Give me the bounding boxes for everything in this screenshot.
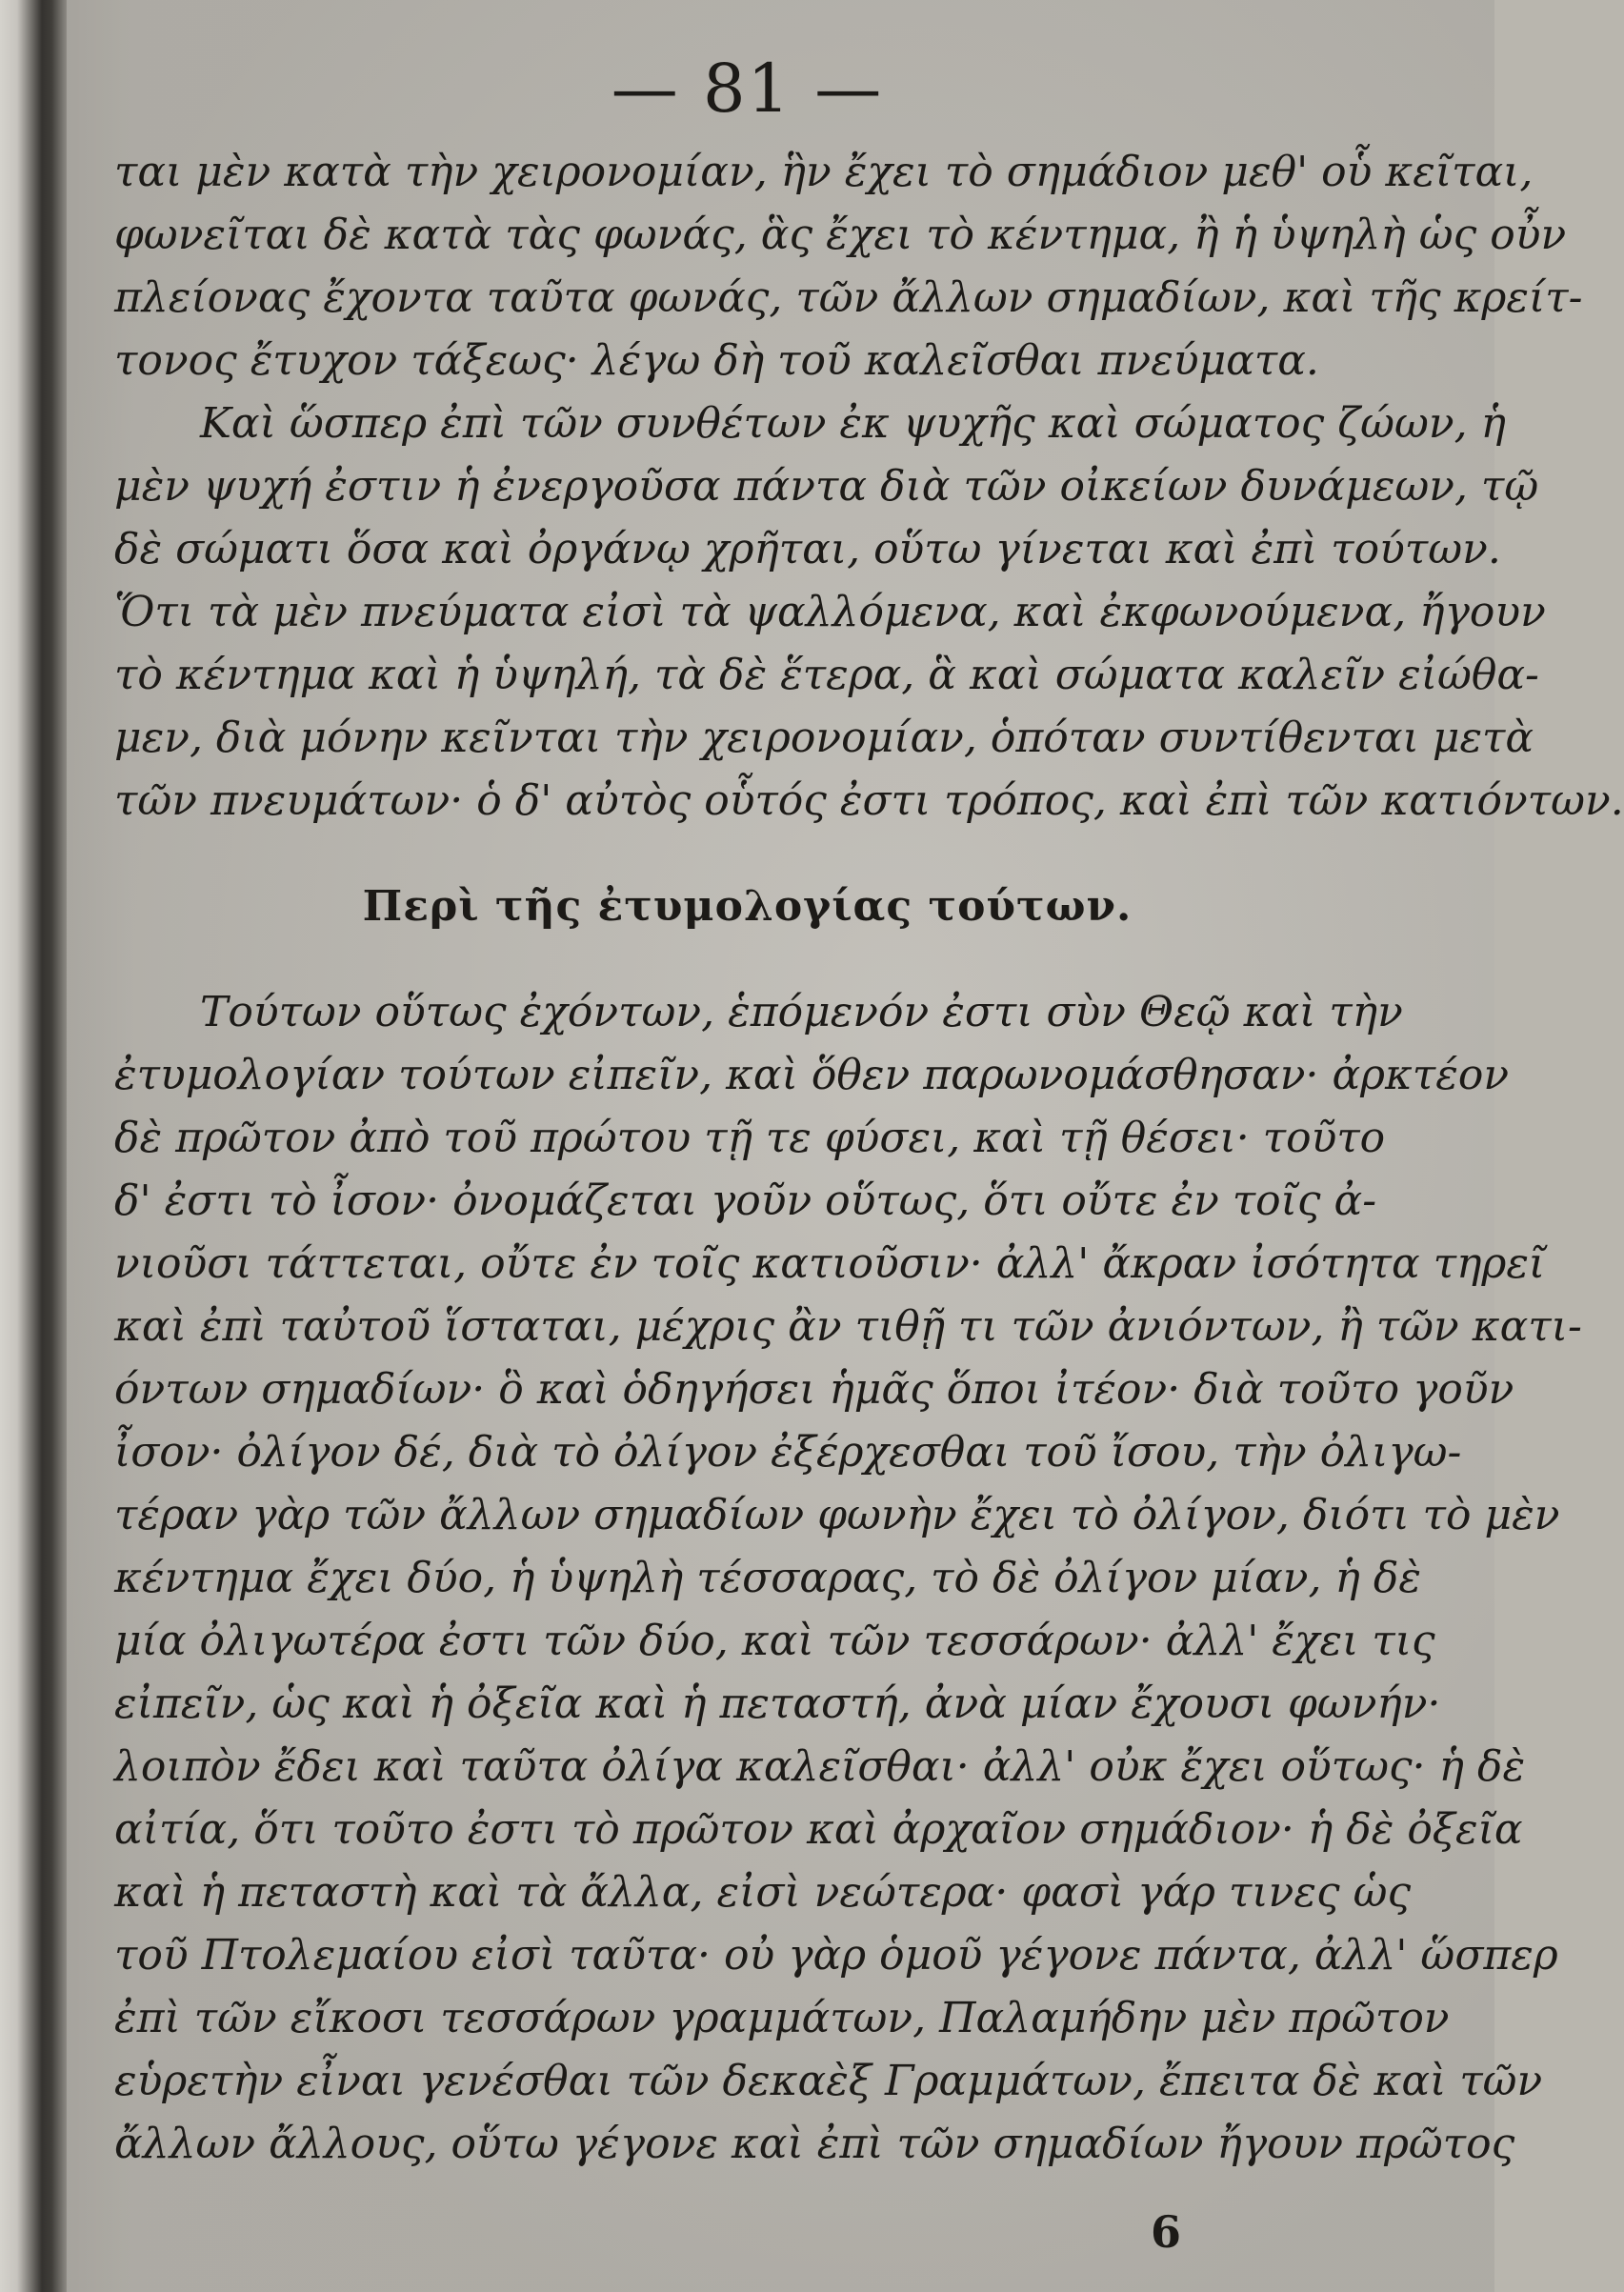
text-line: αἰτία, ὅτι τοῦτο ἐστι τὸ πρῶτον καὶ ἀρχαῖον σημάδιον· ἡ δὲ ὀξεῖα (114, 1805, 1523, 1854)
text-line: καὶ ἐπὶ ταὐτοῦ ἵσταται, μέχρις ἂν τιθῇ τι τῶν ἀνιόντων, ἢ τῶν κατι- (114, 1302, 1582, 1351)
text-line: δ' ἐστι τὸ ἶσον· ὀνομάζεται γοῦν οὕτως, ὅτι οὔτε ἐν τοῖς ἀ- (114, 1176, 1377, 1225)
text-line: φωνεῖται δὲ κατὰ τὰς φωνάς, ἃς ἔχει τὸ κέντημα, ἢ ἡ ὑψηλὴ ὡς οὖν (114, 211, 1567, 259)
text-line: εὑρετὴν εἶναι γενέσθαι τῶν δεκαὲξ Γραμμάτων, ἔπειτα δὲ καὶ τῶν (114, 2057, 1543, 2105)
text-line: κέντημα ἔχει δύο, ἡ ὑψηλὴ τέσσαρας, τὸ δὲ ὀλίγον μίαν, ἡ δὲ (114, 1554, 1421, 1602)
text-line: τοῦ Πτολεμαίου εἰσὶ ταῦτα· οὐ γὰρ ὁμοῦ γέγονε πάντα, ἀλλ' ὥσπερ (114, 1931, 1558, 1980)
text-line: ἶσον· ὀλίγον δέ, διὰ τὸ ὀλίγον ἐξέρχεσθαι τοῦ ἴσου, τὴν ὀλιγω- (114, 1428, 1462, 1477)
text-line: Τούτων οὕτως ἐχόντων, ἑπόμενόν ἐστι σὺν Θεῷ καὶ τὴν (200, 988, 1403, 1036)
text-line: μὲν ψυχή ἐστιν ἡ ἐνεργοῦσα πάντα διὰ τῶν οἰκείων δυνάμεων, τῷ (114, 462, 1539, 511)
paragraph-2 (114, 981, 1582, 2176)
text-line: ἐπὶ τῶν εἴκοσι τεσσάρων γραμμάτων, Παλαμήδην μὲν πρῶτον (114, 1994, 1450, 2042)
page-number: — 81 — (611, 50, 884, 128)
text-line: Καὶ ὥσπερ ἐπὶ τῶν συνθέτων ἐκ ψυχῆς καὶ σώματος ζώων, ἡ (200, 399, 1506, 448)
text-line: δὲ σώματι ὅσα καὶ ὀργάνῳ χρῆται, οὕτω γίνεται καὶ ἐπὶ τούτων. (114, 525, 1501, 573)
text-line: λοιπὸν ἔδει καὶ ταῦτα ὀλίγα καλεῖσθαι· ἀλλ' οὐκ ἔχει οὕτως· ἡ δὲ (114, 1742, 1526, 1791)
signature-mark: 6 (1151, 2206, 1182, 2258)
text-line: μία ὀλιγωτέρα ἐστι τῶν δύο, καὶ τῶν τεσσάρων· ἀλλ' ἔχει τις (114, 1617, 1435, 1665)
text-line: ἄλλων ἄλλους, οὕτω γέγονε καὶ ἐπὶ τῶν σημαδίων ἤγουν πρῶτος (114, 2120, 1515, 2168)
paragraph-1 (114, 141, 1624, 833)
text-line: δὲ πρῶτον ἀπὸ τοῦ πρώτου τῇ τε φύσει, καὶ τῇ θέσει· τοῦτο (114, 1114, 1386, 1162)
text-line: εἰπεῖν, ὡς καὶ ἡ ὀξεῖα καὶ ἡ πεταστή, ἀνὰ μίαν ἔχουσι φωνήν· (114, 1679, 1441, 1728)
book-gutter-shadow (0, 0, 67, 2292)
text-line: καὶ ἡ πεταστὴ καὶ τὰ ἄλλα, εἰσὶ νεώτερα· φασὶ γάρ τινες ὡς (114, 1868, 1412, 1917)
section-heading: Περὶ τῆς ἐτυμολογίας τούτων. (362, 882, 1133, 931)
text-line: πλείονας ἔχοντα ταῦτα φωνάς, τῶν ἄλλων σημαδίων, καὶ τῆς κρείτ- (114, 273, 1583, 322)
text-line: όντων σημαδίων· ὃ καὶ ὁδηγήσει ἡμᾶς ὅποι ἰτέον· διὰ τοῦτο γοῦν (114, 1365, 1514, 1414)
text-line: τὸ κέντημα καὶ ἡ ὑψηλή, τὰ δὲ ἕτερα, ἃ καὶ σώματα καλεῖν εἰώθα- (114, 651, 1539, 699)
text-line: τονος ἔτυχον τάξεως· λέγω δὴ τοῦ καλεῖσθαι πνεύματα. (114, 336, 1319, 385)
text-line: μεν, διὰ μόνην κεῖνται τὴν χειρονομίαν, ὁπόταν συντίθενται μετὰ (114, 714, 1534, 762)
text-line: νιοῦσι τάττεται, οὔτε ἐν τοῖς κατιοῦσιν· ἀλλ' ἄκραν ἰσότητα τηρεῖ (114, 1239, 1546, 1288)
text-line: Ὅτι τὰ μὲν πνεύματα εἰσὶ τὰ ψαλλόμενα, καὶ ἐκφωνούμενα, ἤγουν (114, 588, 1546, 636)
text-line: τέραν γὰρ τῶν ἄλλων σημαδίων φωνὴν ἔχει τὸ ὀλίγον, διότι τὸ μὲν (114, 1491, 1560, 1539)
text-line: ται μὲν κατὰ τὴν χειρονομίαν, ἣν ἔχει τὸ σημάδιον μεθ' οὗ κεῖται, (114, 148, 1534, 196)
text-line: ἐτυμολογίαν τούτων εἰπεῖν, καὶ ὅθεν παρωνομάσθησαν· ἀρκτέον (114, 1051, 1510, 1099)
text-line: τῶν πνευμάτων· ὁ δ' αὐτὸς οὗτός ἐστι τρόπος, καὶ ἐπὶ τῶν κατιόντων. (114, 776, 1624, 825)
